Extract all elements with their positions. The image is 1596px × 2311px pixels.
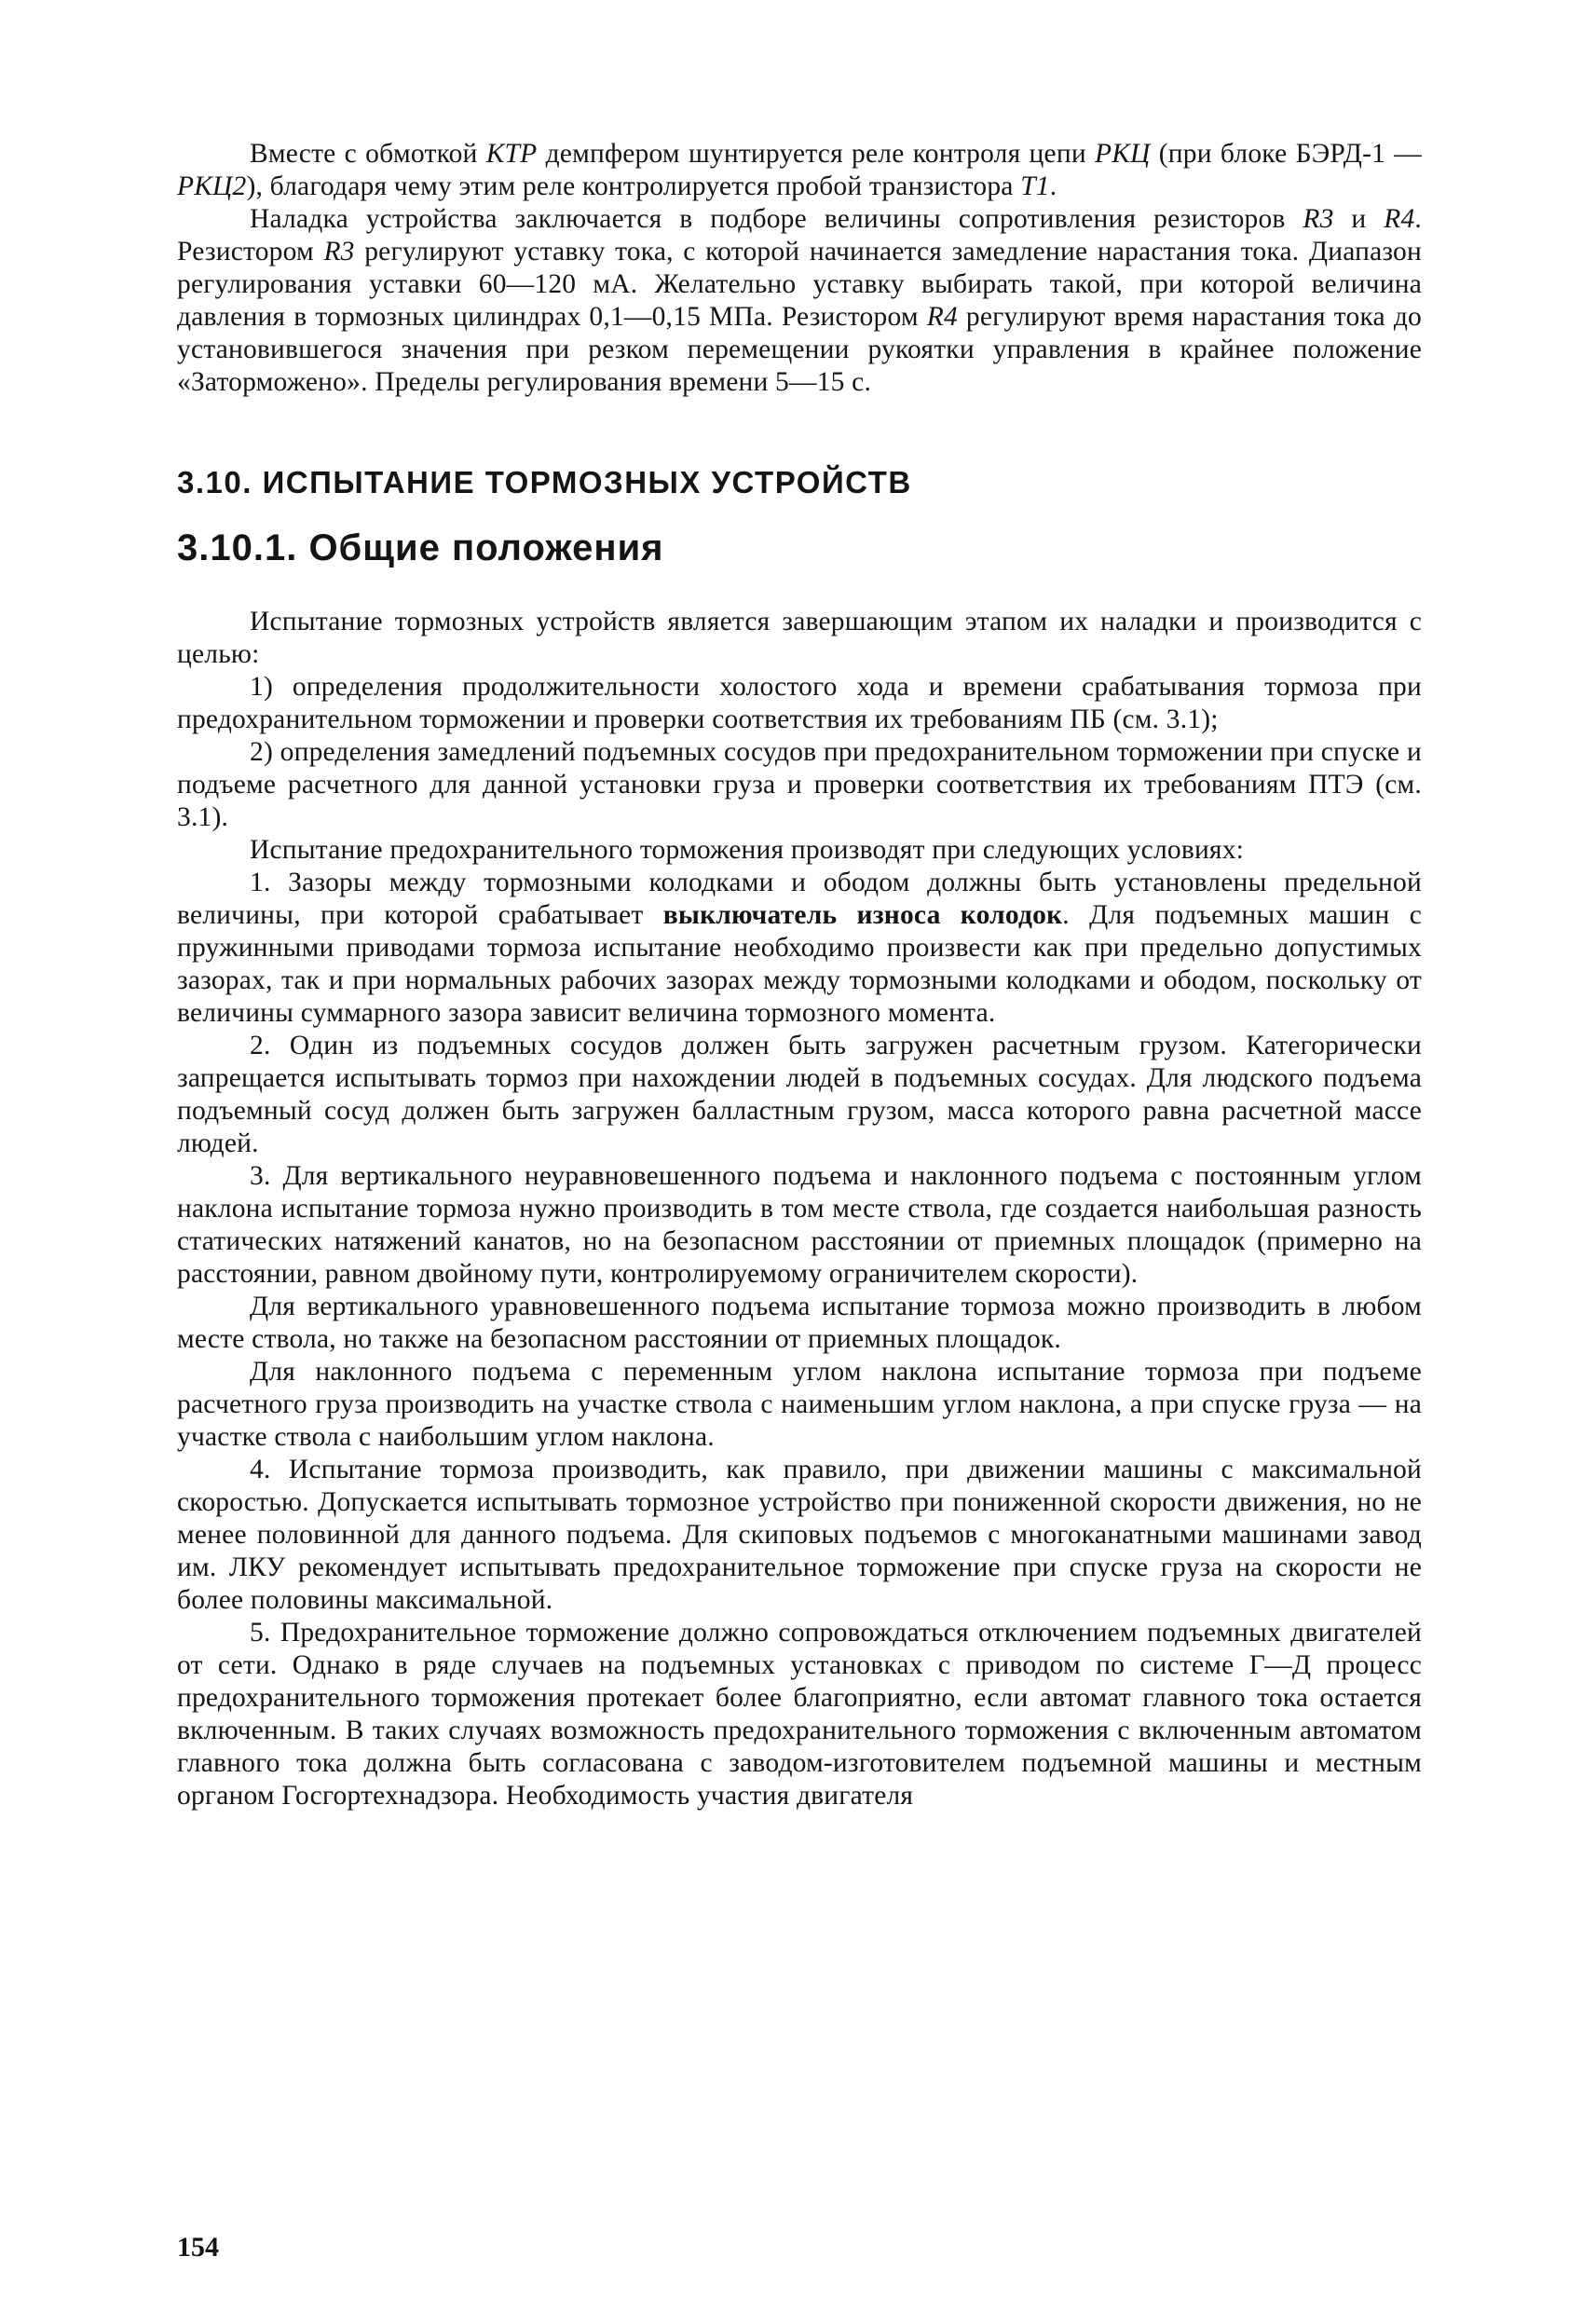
- designation-r4: R4: [1384, 204, 1415, 234]
- text-run: и: [1333, 204, 1385, 234]
- text-run: (при блоке БЭРД-1 —: [1150, 139, 1422, 169]
- text-run: регулируют уставку тока, с которой начинается замедление нарастания тока. Диапазон регулирования уставки 60—120 мА. Желательно уставку выбирать такой, при которой величина давления в тормозных цилиндрах 0,1—0,15 МПа. Резистором: [177, 237, 1422, 332]
- designation-t1: Т1: [1020, 171, 1050, 201]
- intro-paragraph-2: [177, 203, 1422, 399]
- text-run: Вместе с обмоткой: [250, 139, 486, 169]
- section-heading: 3.10. ИСПЫТАНИЕ ТОРМОЗНЫХ УСТРОЙСТВ: [177, 465, 912, 499]
- body-paragraph-9: Для наклонного подъема с переменным углом наклона испытание тормоза при подъеме расчетного груза производить на участке ствола с наименьшим углом наклона, а при спуске груза — на участке ствола с наибольшим углом наклона.: [177, 1357, 1422, 1452]
- page-number: 154: [177, 2232, 219, 2263]
- body-paragraph-4: Испытание предохранительного торможения производят при следующих условиях:: [250, 835, 1245, 865]
- text-run: . Для подъемных машин с пружинными приводами тормоза испытание необходимо произвести как при предельно допустимых зазорах, так и при нормальных рабочих зазорах между тормозными колодками и ободом, поскольку от величины суммарного зазора зависит величина тормозного момента.: [177, 900, 1423, 1028]
- designation-r3: R3: [323, 237, 355, 267]
- document-page: [177, 138, 1422, 2225]
- subsection-heading: 3.10.1. Общие положения: [177, 527, 664, 568]
- text-run: Наладка устройства заключается в подборе величины сопротивления резисторов: [250, 204, 1303, 234]
- text-run: . Резистором: [177, 204, 1422, 267]
- body-paragraph-6: 2. Один из подъемных сосудов должен быть загружен расчетным грузом. Категорически запрещается испытывать тормоз при нахождении людей в подъемных сосудах. Для людского подъема подъемный сосуд должен быть загружен балластным грузом, масса которого равна расчетной массе людей.: [177, 1031, 1422, 1158]
- bold-term: выключатель износа колодок: [662, 900, 1063, 930]
- body-paragraph-10: 4. Испытание тормоза производить, как правило, при движении машины с максимальной скоростью. Допускается испытывать тормозное устройство при пониженной скорости движения, но не менее половинной для данного подъема. Для скиповых подъемов с многоканатными машинами завод им. ЛКУ рекомендует испытывать предохранительное торможение при спуске груза на скорости не более половины максимальной.: [177, 1455, 1422, 1615]
- text-run: ), благодаря чему этим реле контролируется пробой транзистора: [246, 171, 1021, 201]
- text-run: регулируют время нарастания тока до установившегося значения при резком перемещении рукоятки управления в крайнее положение «Заторможено». Пределы регулирования времени 5—15 с.: [177, 302, 1422, 397]
- designation-ktr: КТР: [485, 139, 538, 169]
- text-run: демпфером шунтируется реле контроля цепи: [537, 139, 1096, 169]
- intro-paragraph-1: [177, 138, 1422, 203]
- text-run: .: [1049, 171, 1057, 201]
- body-paragraph-3: 2) определения замедлений подъемных сосудов при предохранительном торможении при спуске и подъеме расчетного для данной установки груза и проверки соответствия их требованиям ПТЭ (см. 3.1).: [177, 737, 1422, 832]
- designation-rkc2: РКЦ2: [177, 171, 247, 201]
- designation-rkc: РКЦ: [1095, 139, 1151, 169]
- body-paragraph-8: Для вертикального уравновешенного подъема испытание тормоза можно производить в любом месте ствола, но также на безопасном расстоянии от приемных площадок.: [177, 1292, 1422, 1354]
- body-paragraph-5: [177, 867, 1422, 1030]
- body-paragraph-7: 3. Для вертикального неуравновешенного подъема и наклонного подъема с постоянным углом наклона испытание тормоза нужно производить в том месте ствола, где создается наибольшая разность статических натяжений канатов, но на безопасном расстоянии от приемных площадок (примерно на расстоянии, равном двойному пути, контролируемому ограничителем скорости).: [177, 1161, 1422, 1289]
- body-paragraph-2: 1) определения продолжительности холостого хода и времени срабатывания тормоза при предохранительном торможении и проверки соответствия их требованиям ПБ (см. 3.1);: [177, 672, 1422, 734]
- designation-r3: R3: [1303, 204, 1334, 234]
- text-run: 1. Зазоры между тормозными колодками и ободом должны быть установлены предельной величины, при которой срабатывает: [177, 868, 1422, 930]
- designation-r4: R4: [926, 302, 958, 332]
- body-paragraph-1: Испытание тормозных устройств является завершающим этапом их наладки и производится с целью:: [177, 607, 1422, 669]
- body-paragraph-11: 5. Предохранительное торможение должно сопровождаться отключением подъемных двигателей от сети. Однако в ряде случаев на подъемных установках с приводом по системе Г—Д процесс предохранительного торможения протекает более благоприятно, если автомат главного тока остается включенным. В таких случаях возможность предохранительного торможения с включенным автоматом главного тока должна быть согласована с заводом-изготовителем подъемной машины и местным органом Госгортехнадзора. Необходимость участия двигателя: [177, 1618, 1422, 1811]
